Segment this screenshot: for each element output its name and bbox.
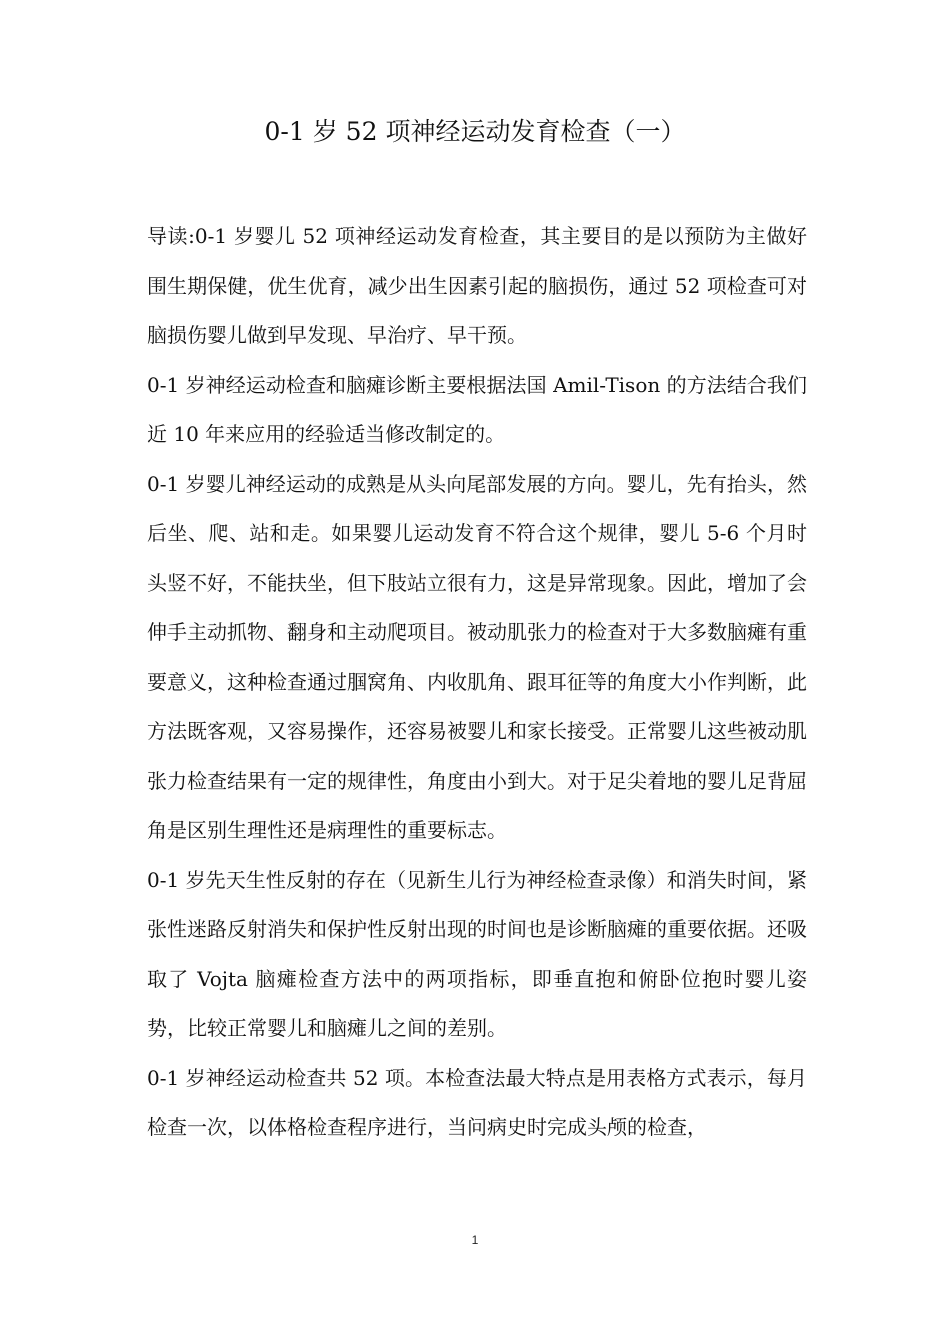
- paragraph-exam-items: 0-1 岁神经运动检查共 52 项。本检查法最大特点是用表格方式表示，每月检查一次，以体格检查程序进行，当问病史时完成头颅的检查，: [147, 1065, 807, 1139]
- document-title: 0-1 岁 52 项神经运动发育检查（一）: [264, 117, 686, 146]
- paragraph-intro: 导读:0-1 岁婴儿 52 项神经运动发育检查，其主要目的是以预防为主做好围生期保健，优生优育，减少出生因素引起的脑损伤，通过 52 项检查可对脑损伤婴儿做到早发现、早治疗、早干预。: [147, 224, 807, 347]
- paragraph-motor-maturation: 0-1 岁婴儿神经运动的成熟是从头向尾部发展的方向。婴儿，先有抬头，然后坐、爬、站和走。如果婴儿运动发育不符合这个规律，婴儿 5-6 个月时头竖不好，不能扶坐，但下肢站立很有力，这是异常现象。因此，增加了会伸手主动抓物、翻身和主动爬项目。被动肌张力的检查对于大多数脑瘫有重要意义，这种检查通过腘窝角、内收肌角、跟耳征等的角度大小作判断，此方法既客观，又容易操作，还容易被婴儿和家长接受。正常婴儿这些被动肌张力检查结果有一定的规律性，角度由小到大。对于足尖着地的婴儿足背屈角是区别生理性还是病理性的重要标志。: [147, 471, 807, 842]
- page-number: 1: [471, 1233, 479, 1247]
- paragraph-method-source: 0-1 岁神经运动检查和脑瘫诊断主要根据法国 Amil-Tison 的方法结合我们近 10 年来应用的经验适当修改制定的。: [147, 372, 807, 446]
- paragraph-reflexes: 0-1 岁先天生性反射的存在（见新生儿行为神经检查录像）和消失时间，紧张性迷路反射消失和保护性反射出现的时间也是诊断脑瘫的重要依据。还吸取了 Vojta 脑瘫检查方法中的两项指标，即垂直抱和俯卧位抱时婴儿姿势，比较正常婴儿和脑瘫儿之间的差别。: [147, 867, 807, 1040]
- document-body: [147, 212, 807, 1153]
